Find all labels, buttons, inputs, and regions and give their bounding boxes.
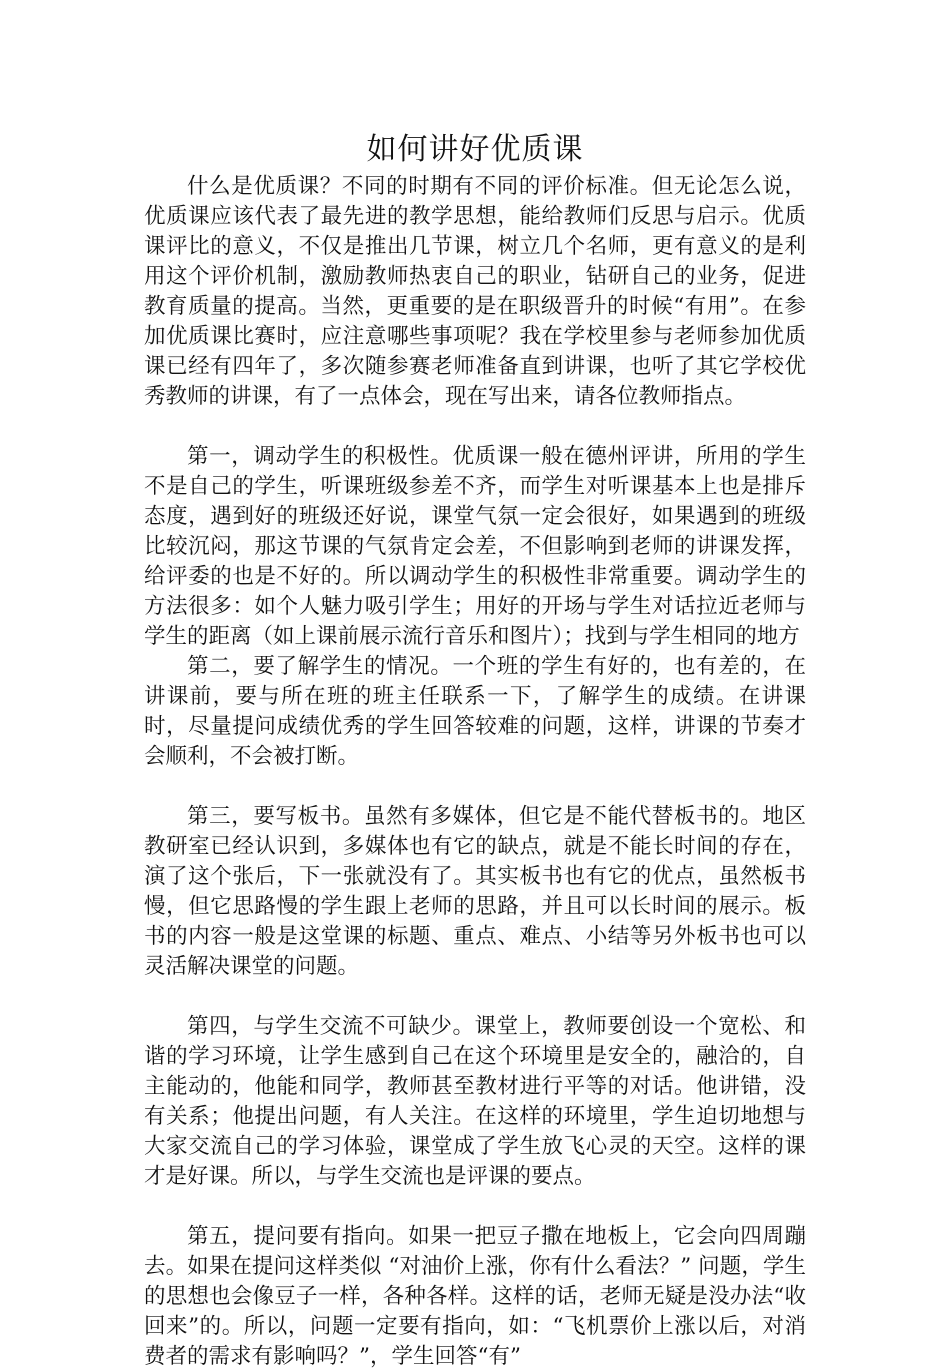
document-title: 如何讲好优质课 <box>366 132 584 167</box>
paragraph-intro: 什么是优质课？不同的时期有不同的评价标准。但无论怎么说，优质课应该代表了最先进的教学思想，能给教师们反思与启示。优质课评比的意义，不仅是推出几节课，树立几个名师，更有意义的是利用这个评价机制，激励教师热衷自己的职业，钻研自己的业务，促进教育质量的提高。当然，更重要的是在职级晋升的时候“有用”。在参加优质课比赛时，应注意哪些事项呢？我在学校里参与老师参加优质课已经有四年了，多次随参赛老师准备直到讲课，也听了其它学校优秀教师的讲课，有了一点体会，现在写出来，请各位教师指点。 <box>144 174 806 409</box>
paragraph-spacer <box>144 1192 806 1222</box>
paragraph-point-2: 第二，要了解学生的情况。一个班的学生有好的，也有差的，在讲课前，要与所在班的班主任联系一下，了解学生的成绩。在讲课时，尽量提问成绩优秀的学生回答较难的问题，这样，讲课的节奏才会顺利，不会被打断。 <box>144 654 806 769</box>
paragraph-point-1: 第一，调动学生的积极性。优质课一般在德州评讲，所用的学生不是自己的学生，听课班级参差不齐，而学生对听课基本上也是排斥态度，遇到好的班级还好说，课堂气氛一定会很好，如果遇到的班级比较沉闷，那这节课的气氛肯定会差，不但影响到老师的讲课发挥，给评委的也是不好的。所以调动学生的积极性非常重要。调动学生的方法很多：如个人魅力吸引学生；用好的开场与学生对话拉近老师与学生的距离（如上课前展示流行音乐和图片）；找到与学生相同的地方 <box>144 444 806 649</box>
paragraph-point-5: 第五，提问要有指向。如果一把豆子撒在地板上，它会向四周蹦去。如果在提问这样类似 “对油价上涨，你有什么看法？” 问题，学生的思想也会像豆子一样，各种各样。这样的话，老师无疑是没办法“收回来”的。所以，问题一定要有指向，如：“飞机票价上涨以后，对消费者的需求有影响吗？”，学生回答“有” <box>144 1224 806 1369</box>
paragraph-point-4: 第四，与学生交流不可缺少。课堂上，教师要创设一个宽松、和谐的学习环境，让学生感到自己在这个环境里是安全的，融洽的，自主能动的，他能和同学，教师甚至教材进行平等的对话。他讲错，没有关系；他提出问题，有人关注。在这样的环境里，学生迫切地想与大家交流自己的学习体验，课堂成了学生放飞心灵的天空。这样的课才是好课。所以，与学生交流也是评课的要点。 <box>144 1014 806 1189</box>
document-page <box>144 128 806 1372</box>
paragraph-spacer <box>144 982 806 1012</box>
paragraph-spacer <box>144 772 806 802</box>
paragraph-point-3: 第三，要写板书。虽然有多媒体，但它是不能代替板书的。地区教研室已经认识到，多媒体也有它的缺点，就是不能长时间的存在，演了这个张后，下一张就没有了。其实板书也有它的优点，虽然板书慢，但它思路慢的学生跟上老师的思路，并且可以长时间的展示。板书的内容一般是这堂课的标题、重点、难点、小结等另外板书也可以灵活解决课堂的问题。 <box>144 804 806 979</box>
paragraph-spacer <box>144 412 806 442</box>
